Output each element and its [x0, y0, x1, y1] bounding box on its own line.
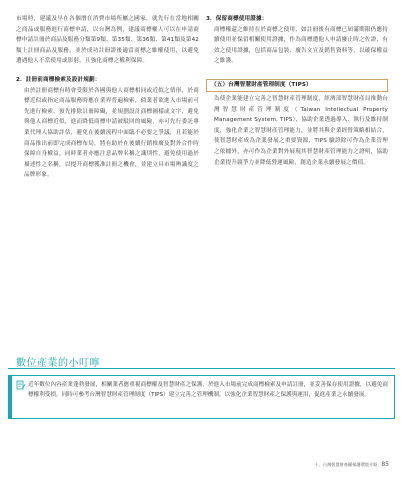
page-footer: [315, 461, 389, 468]
tip-title: 數位產業的小叮嚀: [16, 358, 100, 369]
section-3-heading: 3．保留商標使用證據：: [206, 16, 268, 22]
tip-divider: [8, 368, 395, 369]
tip-body: 近年數位內容產業蓬勃發展，相關業者應重視商標權及智慧財產之保護，於進入市場前完成商標檢索及申請註冊，並妥善保存使用證據，以避免商標權利受損，同時可參考台灣智慧財產管理制度（TIPS）建立完善之管理機制，以強化企業智慧財產之保護與運用，促進產業之永續發展。: [28, 382, 388, 399]
page-number: 85: [381, 461, 389, 468]
intro-paragraph: 市場時，建議及早在各個潛在消費市場所屬之國家，就先行在當地相關之商品或服務進行商標申請，以台灣為例，建議商標權人可以在申請商標申請註冊於商品及服務分類第9類、第35類、第36類、第41類及第42類上註冊商品及服務，並於成功註冊證後適當商標之維權使用，以避免遭遇他人不當使用或影射，且強化商標之權利保障。: [16, 16, 199, 65]
tips-section-heading: （五）台灣智慧財產管理制度（TIPS）: [206, 79, 388, 92]
footer-chapter-title: 十、台灣智慧財產權保護環境介紹: [314, 461, 378, 467]
left-column: [16, 14, 199, 181]
section-2-heading: 2．註冊前商標檢索及設計規劃：: [16, 76, 101, 83]
tips-section-body: 為使企業能建立完善之智慧財產管理制度，經濟部智慧財產局推動台灣智慧財產管理制度（Taiwan Intellectual Property Management System, TIPS），協助企業透過導入、執行及維持制度，強化企業之智慧財產管理能力，並將其與企業經營策略相結合，使智慧財產成為企業發展之重要資源，TIPS 驗證除可作為企業管理之依據外，亦可作為企業對外展現其智慧財產管理能力之證明，協助企業提升競爭力並降低營運風險，創造企業永續發展之價值。: [214, 95, 388, 166]
section-3-body: 商標權還之維持在於商標之使用，如註冊後有商標已屆滿期限仍應持續使用並保留相關使用證據，作為商標遭他人申請廢止時之佐證，有效之使用證據，包括商品包裝、廣告文宣及銷售資料等，以確保權益之維護。: [214, 26, 388, 65]
document-edit-icon: [16, 380, 26, 390]
section-2-body: 由於註冊商標有時會受限於各國與他人商標相同或近似之情形，於商標近似或指定商品服務時應在業界普遍檢索，倘業者欲進入市場前可先進行檢索，預先排除註冊障礙，並規劃設計商標圖樣或文字，避免與他人商標近似，進而降低商標申請被駁回的風險，亦可先行委託專業代理人協助評估，避免在後續流程中面臨不必要之爭議，且若能於商品推出前即完成商標布局，將有助於在後續行銷推廣及對外合作時保障自身權益，同時業者亦應注意品牌名稱之識別性，避免使用過於描述性之名稱，以提升商標獲准註冊之機會，並建立具市場辨識度之品牌形象。: [24, 87, 199, 179]
right-column: [206, 14, 388, 168]
tip-box: [8, 375, 395, 419]
